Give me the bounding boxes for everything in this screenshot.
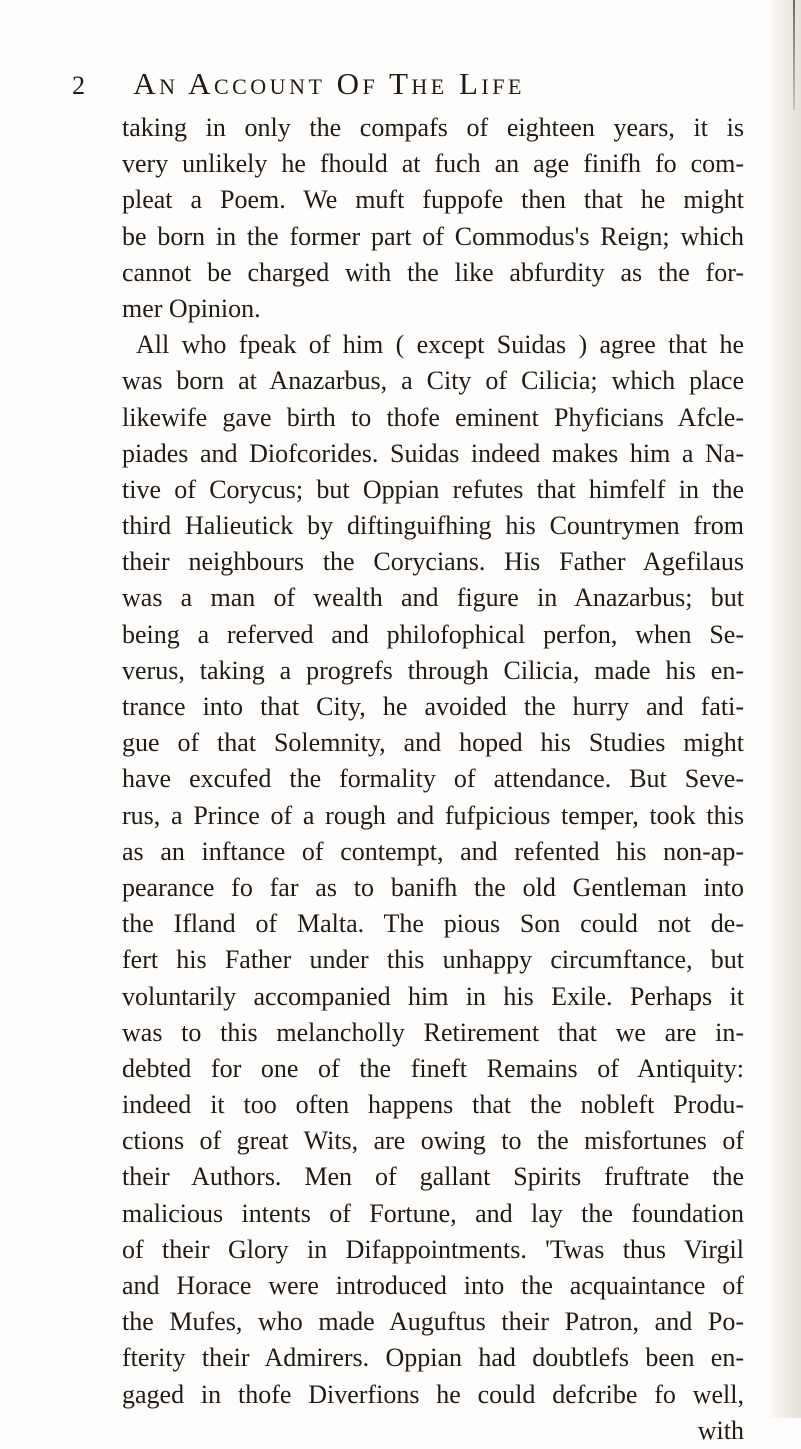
text-line: cannot be charged with the like abfurdity as the for- <box>122 257 744 287</box>
text-line: be born in the former part of Commodus's Reign; which <box>122 221 744 251</box>
text-line: of their Glory in Difappointments. 'Twas thus Virgil <box>122 1234 744 1264</box>
text-line: was to this melancholly Retirement that we are in- <box>122 1017 744 1047</box>
text-line: rus, a Prince of a rough and fufpicious temper, took this <box>122 800 744 830</box>
text-line: ctions of great Wits, are owing to the misfortunes of <box>122 1126 744 1156</box>
text-line: gue of that Solemnity, and hoped his Studies might <box>122 728 744 758</box>
text-line: was a man of wealth and figure in Anazarbus; but <box>122 583 744 613</box>
text-line: and Horace were introduced into the acquaintance of <box>122 1271 744 1300</box>
text-line: tive of Corycus; but Oppian refutes that himfelf in the <box>122 474 744 504</box>
text-line: voluntarily accompanied him in his Exile. Perhaps it <box>122 981 744 1011</box>
text-line: trance into that City, he avoided the hurry and fati- <box>122 692 744 721</box>
text-line: taking in only the compafs of eighteen years, it is <box>122 113 744 142</box>
text-line: fterity their Admirers. Oppian had doubtlefs been en- <box>122 1343 744 1373</box>
running-head <box>72 64 712 104</box>
catchword: with <box>697 1415 744 1445</box>
text-line: was born at Anazarbus, a City of Cilicia; which place <box>122 366 744 396</box>
binding-shadow <box>793 0 795 110</box>
text-line: third Halieutick by diftinguifhing his Countrymen from <box>122 511 744 541</box>
running-title: An Account Of The Life <box>133 66 525 101</box>
body-text <box>122 110 744 1449</box>
text-line: the Mufes, who made Auguftus their Patron, and Po- <box>122 1307 744 1337</box>
text-line: their Authors. Men of gallant Spirits fruftrate the <box>122 1162 744 1192</box>
text-line: malicious intents of Fortune, and lay the foundation <box>122 1198 744 1228</box>
text-line: indeed it too often happens that the nobleft Produ- <box>122 1090 744 1120</box>
text-line: debted for one of the fineft Remains of Antiquity: <box>122 1053 744 1083</box>
text-line: being a referved and philofophical perfon, when Se- <box>122 619 744 649</box>
text-line: All who fpeak of him ( except Suidas ) agree that he <box>136 330 744 360</box>
text-line: pleat a Poem. We muft fuppofe then that he might <box>122 185 744 215</box>
page-number: 2 <box>72 71 85 100</box>
text-line: verus, taking a progrefs through Cilicia, made his en- <box>122 655 744 685</box>
text-line: likewife gave birth to thofe eminent Phyficians Afcle- <box>122 402 744 432</box>
text-line: fert his Father under this unhappy circumftance, but <box>122 945 744 975</box>
text-line: their neighbours the Corycians. His Father Agefilaus <box>122 547 744 577</box>
text-line: very unlikely he fhould at fuch an age finifh fo com- <box>122 149 744 179</box>
text-line: as an inftance of contempt, and refented his non-ap- <box>122 836 744 866</box>
text-line: have excufed the formality of attendance. But Seve- <box>122 764 744 794</box>
page-edge <box>767 0 801 1418</box>
text-line: piades and Diofcorides. Suidas indeed makes him a Na- <box>122 438 744 468</box>
text-line: gaged in thofe Diverfions he could defcribe fo well, <box>122 1379 744 1409</box>
text-line: the Ifland of Malta. The pious Son could not de- <box>122 909 744 939</box>
text-line: mer Opinion. <box>122 293 261 323</box>
text-line: pearance fo far as to banifh the old Gentleman into <box>122 872 744 902</box>
